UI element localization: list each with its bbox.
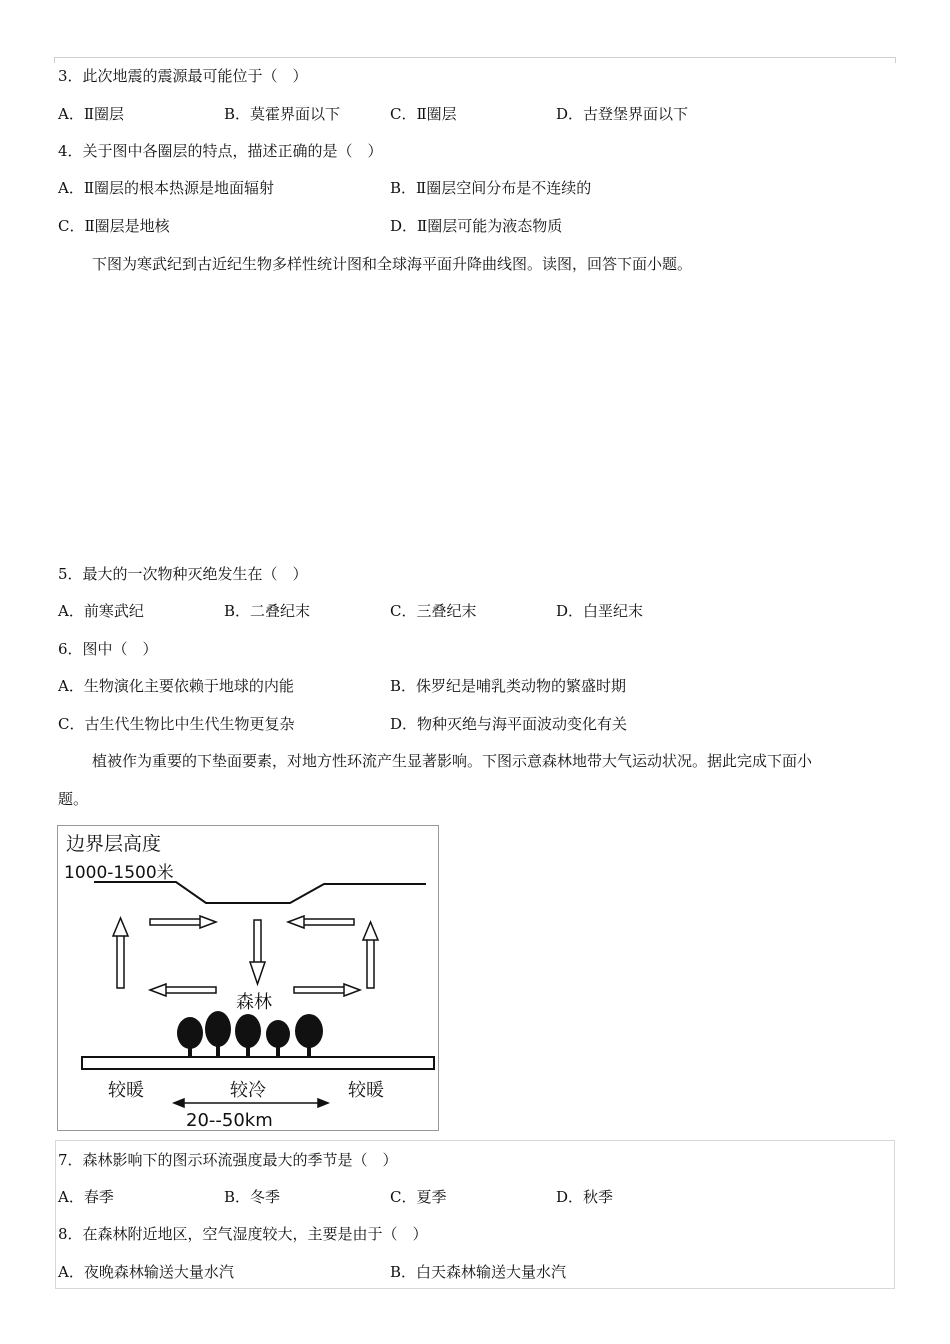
page-border-left xyxy=(54,57,55,63)
left-rising-arrow xyxy=(113,918,128,988)
center-sinking-arrow xyxy=(250,920,265,984)
question-7-stem: 7．森林影响下的图示环流强度最大的季节是（ ） xyxy=(58,1151,398,1169)
ground-surface xyxy=(82,1057,434,1069)
intro-paragraph-2-line-2: 题。 xyxy=(58,790,89,808)
q3-option-b: B．莫霍界面以下 xyxy=(224,105,341,123)
forest-circulation-figure xyxy=(57,825,439,1131)
intro-paragraph-1: 下图为寒武纪到古近纪生物多样性统计图和全球海平面升降曲线图。读图，回答下面小题。 xyxy=(92,255,693,273)
q5-option-b: B．二叠纪末 xyxy=(224,602,311,620)
figure-title: 边界层高度 xyxy=(66,833,162,855)
question-4-stem: 4．关于图中各圈层的特点，描述正确的是（ ） xyxy=(58,142,383,160)
page-border xyxy=(54,57,896,58)
q5-option-d: D．白垩纪末 xyxy=(556,602,644,620)
lower-right-flow-arrow xyxy=(294,984,360,996)
forest-circulation-diagram xyxy=(58,826,438,1130)
q3-option-a: A．Ⅱ圈层 xyxy=(58,105,125,123)
lower-left-flow-arrow xyxy=(150,984,216,996)
left-warm-label: 较暖 xyxy=(108,1080,144,1101)
q3-option-d: D．古登堡界面以下 xyxy=(556,105,689,123)
q7-option-d: D．秋季 xyxy=(556,1188,614,1206)
q6-option-b: B．侏罗纪是哺乳类动物的繁盛时期 xyxy=(390,677,627,695)
center-cold-label: 较冷 xyxy=(230,1080,266,1101)
right-rising-arrow xyxy=(363,922,378,988)
upper-right-flow-arrow xyxy=(288,916,354,928)
intro-paragraph-2-line-1: 植被作为重要的下垫面要素，对地方性环流产生显著影响。下图示意森林地带大气运动状况。据此完成下面小 xyxy=(92,752,813,770)
q4-option-b: B．Ⅱ圈层空间分布是不连续的 xyxy=(390,179,592,197)
q7-option-b: B．冬季 xyxy=(224,1188,281,1206)
forest-label: 森林 xyxy=(236,992,272,1013)
q4-option-c: C．Ⅱ圈层是地核 xyxy=(58,217,170,235)
question-6-stem: 6．图中（ ） xyxy=(58,640,158,658)
q8-option-b: B．白天森林输送大量水汽 xyxy=(390,1263,567,1281)
missing-figure-area xyxy=(58,285,888,555)
q5-option-c: C．三叠纪末 xyxy=(390,602,477,620)
question-5-stem: 5．最大的一次物种灭绝发生在（ ） xyxy=(58,565,308,583)
q4-option-a: A．Ⅱ圈层的根本热源是地面辐射 xyxy=(58,179,275,197)
q6-option-d: D．物种灭绝与海平面波动变化有关 xyxy=(390,715,628,733)
page-border-right xyxy=(895,57,896,63)
q8-option-a: A．夜晚森林输送大量水汽 xyxy=(58,1263,234,1281)
upper-left-flow-arrow xyxy=(150,916,216,928)
distance-label: 20--50km xyxy=(186,1110,273,1130)
q7-option-a: A．春季 xyxy=(58,1188,114,1206)
q6-option-a: A．生物演化主要依赖于地球的内能 xyxy=(58,677,294,695)
q6-option-c: C．古生代生物比中生代生物更复杂 xyxy=(58,715,295,733)
question-3-stem: 3．此次地震的震源最可能位于（ ） xyxy=(58,67,308,85)
forest-trees-icon xyxy=(177,1011,323,1056)
q7-option-c: C．夏季 xyxy=(390,1188,447,1206)
right-warm-label: 较暖 xyxy=(348,1080,384,1101)
boundary-layer-line xyxy=(94,882,426,903)
q5-option-a: A．前寒武纪 xyxy=(58,602,144,620)
boundary-height-label: 1000-1500米 xyxy=(64,863,174,883)
question-8-stem: 8．在森林附近地区，空气湿度较大，主要是由于（ ） xyxy=(58,1225,428,1243)
q4-option-d: D．Ⅱ圈层可能为液态物质 xyxy=(390,217,563,235)
q3-option-c: C．Ⅱ圈层 xyxy=(390,105,457,123)
